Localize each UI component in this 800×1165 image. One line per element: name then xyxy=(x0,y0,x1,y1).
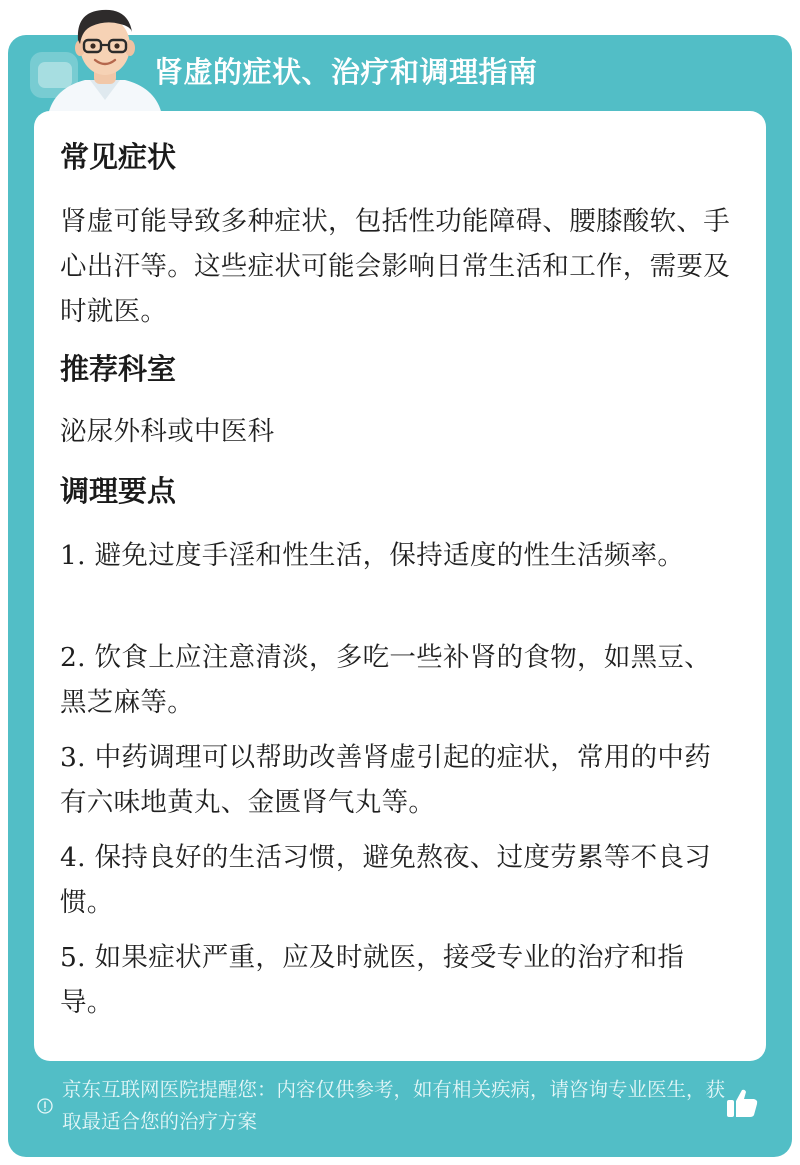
tip-text: 饮食上应注意清淡，多吃一些补肾的食物，如黑豆、黑芝麻等。 xyxy=(60,642,712,718)
tip-text: 避免过度手淫和性生活，保持适度的性生活频率。 xyxy=(94,540,685,571)
symptoms-text: 肾虚可能导致多种症状，包括性功能障碍、腰膝酸软、手心出汗等。这些症状可能会影响日常生活和工作，需要及时就医。 xyxy=(60,206,730,327)
tip-number: 3. xyxy=(60,742,86,773)
department-text: 泌尿外科或中医科 xyxy=(60,416,275,447)
tip-number: 2. xyxy=(60,642,86,673)
department-heading: 推荐科室 xyxy=(60,352,177,386)
tip-item xyxy=(60,635,730,725)
info-icon xyxy=(37,1098,53,1114)
tip-item xyxy=(60,533,730,578)
tip-text: 如果症状严重，应及时就医，接受专业的治疗和指导。 xyxy=(60,942,685,1018)
page-title: 肾虚的症状、治疗和调理指南 xyxy=(154,55,538,89)
tip-item xyxy=(60,735,730,825)
tip-text: 保持良好的生活习惯，避免熬夜、过度劳累等不良习惯。 xyxy=(60,842,712,918)
tip-item xyxy=(60,835,730,925)
thumbs-up-icon[interactable] xyxy=(724,1085,760,1121)
tip-number: 4. xyxy=(60,842,86,873)
tip-number: 1. xyxy=(60,540,86,571)
tips-heading: 调理要点 xyxy=(60,474,177,508)
disclaimer-text: 京东互联网医院提醒您：内容仅供参考，如有相关疾病，请咨询专业医生，获取最适合您的治疗方案 xyxy=(62,1078,726,1133)
content-card xyxy=(34,111,766,1061)
tip-number: 5. xyxy=(60,942,86,973)
tip-item xyxy=(60,935,730,1025)
doctor-avatar-icon xyxy=(40,0,170,115)
tip-text: 中药调理可以帮助改善肾虚引起的症状，常用的中药有六味地黄丸、金匮肾气丸等。 xyxy=(60,742,712,818)
symptoms-heading: 常见症状 xyxy=(60,140,177,174)
